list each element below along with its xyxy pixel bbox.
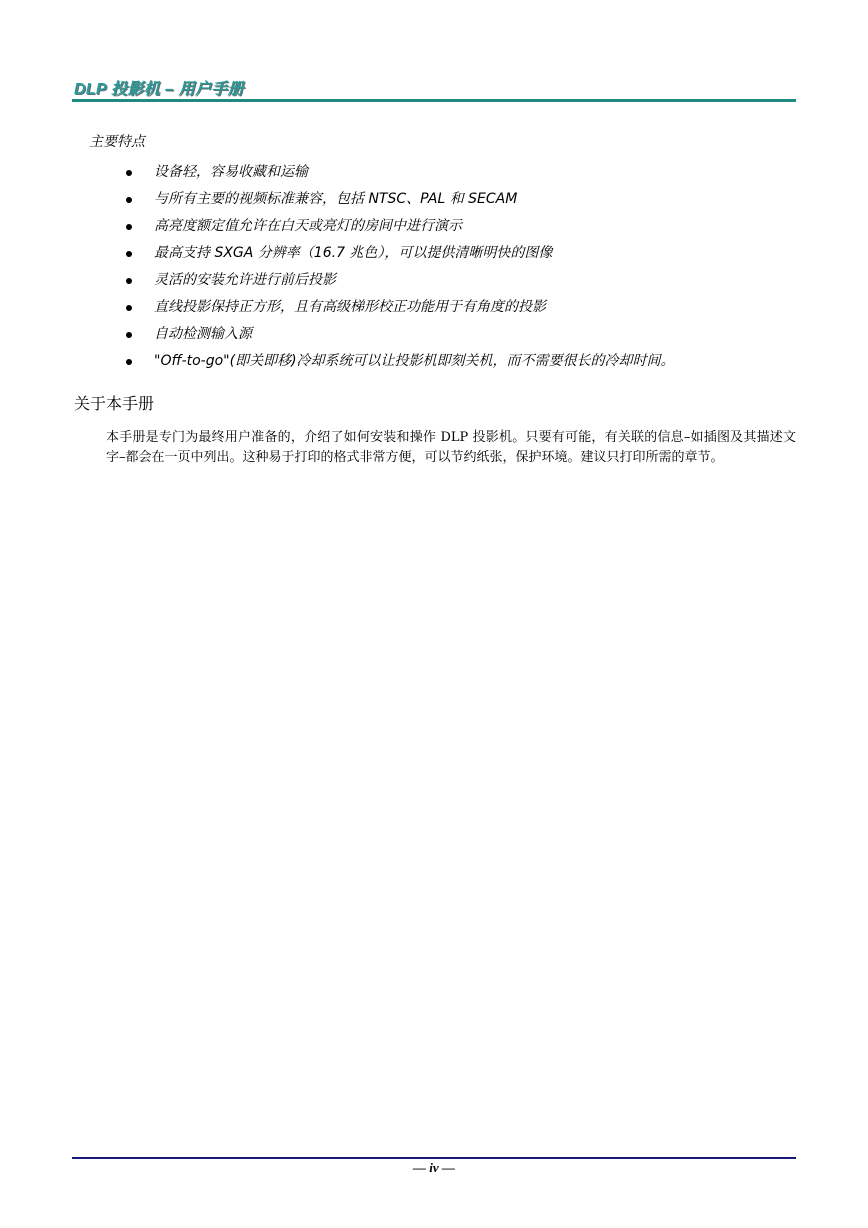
bullet-icon bbox=[126, 197, 132, 203]
header-divider bbox=[72, 99, 796, 102]
feature-text: 灵活的安装允许进行前后投影 bbox=[154, 272, 336, 288]
bullet-icon bbox=[126, 305, 132, 311]
list-item bbox=[126, 215, 675, 242]
bullet-icon bbox=[126, 332, 132, 338]
list-item bbox=[126, 242, 675, 269]
features-list bbox=[126, 161, 675, 377]
bullet-icon bbox=[126, 224, 132, 230]
bullet-icon bbox=[126, 251, 132, 257]
list-item bbox=[126, 296, 675, 323]
feature-text: 直线投影保持正方形，且有高级梯形校正功能用于有角度的投影 bbox=[154, 299, 546, 315]
list-item bbox=[126, 323, 675, 350]
feature-text: 自动检测输入源 bbox=[154, 326, 252, 342]
bullet-icon bbox=[126, 359, 132, 365]
features-heading: 主要特点 bbox=[89, 134, 145, 150]
feature-text: "Off-to-go"(即关即移)冷却系统可以让投影机即刻关机，而不需要很长的冷却时间。 bbox=[154, 353, 675, 369]
list-item bbox=[126, 161, 675, 188]
feature-text: 设备轻，容易收藏和运输 bbox=[154, 164, 308, 180]
list-item bbox=[126, 350, 675, 377]
about-manual-heading: 关于本手册 bbox=[74, 394, 155, 413]
bullet-icon bbox=[126, 278, 132, 284]
list-item bbox=[126, 269, 675, 296]
list-item bbox=[126, 188, 675, 215]
feature-text: 最高支持 SXGA 分辨率（16.7 兆色），可以提供清晰明快的图像 bbox=[154, 245, 553, 261]
feature-text: 与所有主要的视频标准兼容，包括 NTSC、PAL 和 SECAM bbox=[154, 191, 518, 207]
about-manual-paragraph: 本手册是专门为最终用户准备的，介绍了如何安装和操作 DLP 投影机。只要有可能，有关联的信息–如插图及其描述文字–都会在一页中列出。这种易于打印的格式非常方便，可以节约纸张，保护环境。建议只打印所需的章节。 bbox=[106, 430, 796, 465]
footer-divider bbox=[72, 1157, 796, 1159]
bullet-icon bbox=[126, 170, 132, 176]
feature-text: 高亮度额定值允许在白天或亮灯的房间中进行演示 bbox=[154, 218, 462, 234]
page-number: — iv — bbox=[413, 1160, 455, 1175]
document-header-title: DLP 投影机 – 用户手册 bbox=[74, 81, 244, 98]
